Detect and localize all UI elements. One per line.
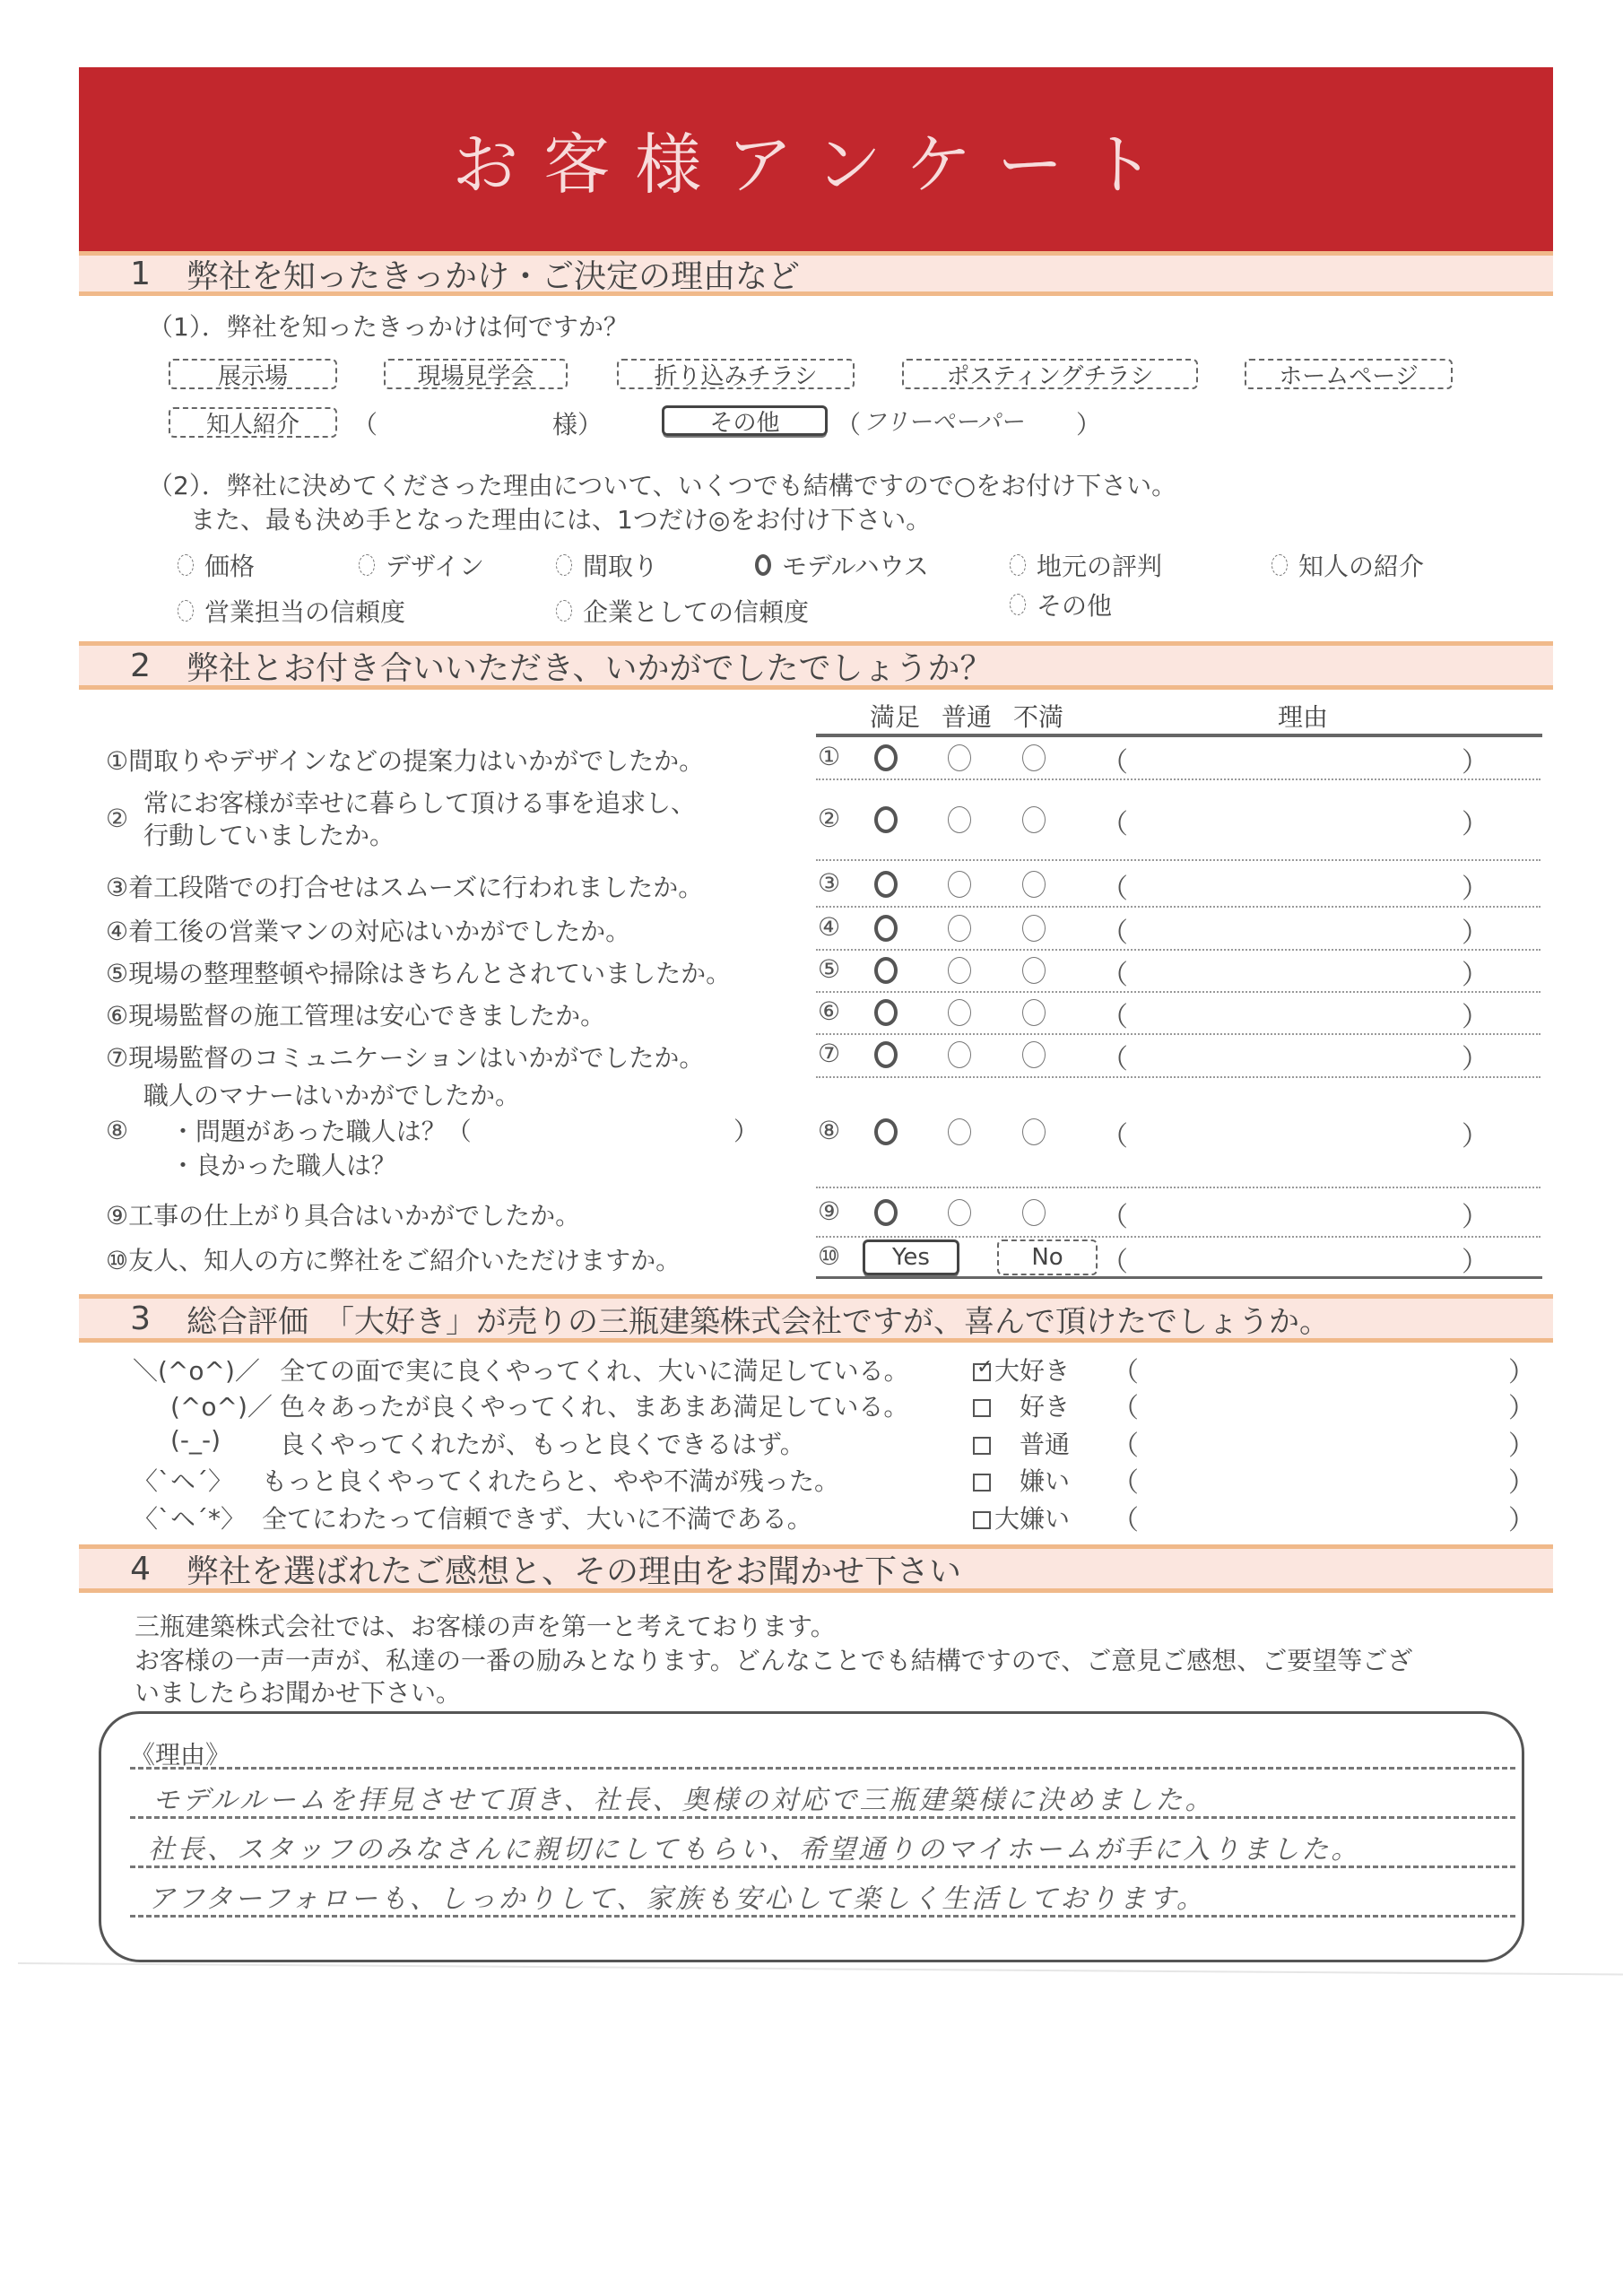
row-number: ⑤: [818, 954, 841, 984]
checkbox-icon: [973, 1474, 991, 1492]
reason-open-paren: （: [1101, 1247, 1128, 1278]
option-label: モデルハウス: [782, 552, 929, 581]
title-banner: [79, 67, 1553, 251]
option-label: ホームページ: [1279, 362, 1419, 390]
option-label: 知人紹介: [205, 411, 299, 439]
row-number: ②: [818, 804, 841, 833]
comment-close-paren: ）: [1508, 1357, 1535, 1388]
option-label: 知人の紹介: [1298, 552, 1425, 581]
satisfied-radio[interactable]: [874, 871, 898, 898]
face-emoticon: ＼(^o^)／: [133, 1356, 260, 1386]
intro-line-1: 三瓶建築株式会社では、お客様の声を第一と考えております。: [135, 1612, 836, 1641]
question-text: 着工段階での打合せはスムーズに行われましたか。: [128, 873, 704, 902]
row-divider: [816, 1033, 1541, 1035]
section-number: 3: [130, 1300, 151, 1337]
col-satisfied: 満足: [870, 702, 921, 732]
table-header-rule: [816, 734, 1542, 737]
question-row-text: [106, 868, 703, 904]
radio-icon: [556, 554, 572, 576]
face-emoticon: (-_-): [170, 1425, 221, 1455]
question-text: 間取りやデザインなどの提案力はいかがでしたか。: [128, 746, 705, 776]
col-reason: 理由: [1278, 702, 1329, 732]
reason-open-paren: （: [1101, 918, 1128, 949]
option-label: その他: [1037, 591, 1113, 621]
rating-label: 大好き: [994, 1356, 1071, 1386]
neutral-radio[interactable]: [948, 1118, 971, 1145]
section-number: 2: [130, 647, 151, 684]
question-text: 着工後の営業マンの対応はいかがでしたか。: [128, 917, 631, 946]
rating-option[interactable]: [973, 1393, 1070, 1423]
question-number: ③: [106, 873, 129, 902]
table-bottom-rule: [816, 1276, 1542, 1279]
reason-model-house[interactable]: [755, 547, 929, 583]
reason-close-paren: ）: [1462, 1121, 1488, 1152]
radio-icon: [1010, 594, 1026, 615]
row-divider: [816, 778, 1541, 780]
reason-open-paren: （: [1101, 809, 1128, 840]
question-text: 友人、知人の方に弊社をご紹介いただけますか。: [128, 1246, 681, 1275]
rating-label: 嫌い: [1020, 1466, 1071, 1496]
row-divider: [816, 906, 1541, 908]
q2-line2: また、最も決め手となった理由には、1つだけ◎をお付け下さい。: [190, 505, 932, 535]
reason-other[interactable]: [1010, 587, 1112, 622]
reason-open-paren: （: [1101, 960, 1128, 991]
reason-label: 《理由》: [130, 1740, 231, 1770]
rating-description: 全ての面で実に良くやってくれ、大いに満足している。: [280, 1356, 909, 1386]
reason-open-paren: （: [1101, 1044, 1128, 1075]
reason-input[interactable]: [1132, 996, 1454, 1029]
rating-label: 好き: [1020, 1392, 1071, 1422]
reason-price[interactable]: [178, 547, 255, 583]
section-number: 4: [130, 1550, 151, 1587]
section-heading: 総合評価 「大好き」が売りの三瓶建築株式会社ですが、喜んで頂けたでしょうか。: [187, 1303, 1330, 1340]
reason-close-paren: ）: [1462, 918, 1488, 949]
satisfied-radio[interactable]: [874, 1041, 898, 1068]
reason-input[interactable]: [1132, 954, 1454, 987]
q1-label: （1）．弊社を知ったきっかけは何ですか？: [148, 312, 629, 342]
section-heading: 弊社を知ったきっかけ・ご決定の理由など: [187, 257, 801, 295]
question-text: 常にお客様が幸せに暮らして頂ける事を追求し、: [143, 788, 697, 818]
option-label: ポスティングチラシ: [946, 362, 1154, 390]
writing-line: [130, 1767, 1515, 1770]
reason-close-paren: ）: [1462, 747, 1488, 778]
row-number: ⑧: [818, 1116, 841, 1145]
comment-input[interactable]: [1141, 1387, 1499, 1418]
reason-input[interactable]: [1132, 742, 1454, 774]
intro-line-3: いましたらお聞かせ下さい。: [135, 1678, 462, 1708]
rating-description: 全てにわたって信頼できず、大いに不満である。: [262, 1504, 812, 1534]
reason-open-paren: （: [1101, 874, 1128, 905]
option-label: 地元の評判: [1037, 552, 1163, 581]
radio-icon: [178, 600, 194, 622]
dissatisfied-radio[interactable]: [1022, 957, 1046, 984]
face-emoticon: 〈`ヘ´〉: [133, 1466, 234, 1496]
question-number: ⑧: [106, 1116, 129, 1145]
option-site-tour[interactable]: [384, 359, 568, 389]
neutral-radio[interactable]: [948, 915, 971, 942]
option-label: 価格: [204, 552, 256, 581]
question-row-text: [106, 1196, 580, 1232]
question-number: ⑩: [106, 1246, 129, 1275]
comment-input[interactable]: [1141, 1352, 1499, 1382]
option-exhibition[interactable]: [169, 359, 337, 389]
handwritten-line-2[interactable]: 社長、スタッフのみなさんに親切にしてもらい、希望通りのマイホームが手に入りました。: [148, 1834, 1361, 1866]
row-number: ⑥: [818, 996, 841, 1026]
option-homepage[interactable]: [1245, 359, 1453, 389]
row-divider: [816, 859, 1541, 861]
yes-option[interactable]: [863, 1239, 959, 1275]
checkbox-icon: [973, 1437, 991, 1455]
neutral-radio[interactable]: [948, 957, 971, 984]
dissatisfied-radio[interactable]: [1022, 871, 1046, 898]
row-divider: [816, 1076, 1541, 1078]
reason-close-paren: ）: [1462, 1202, 1488, 1233]
reason-input[interactable]: [1132, 1116, 1454, 1148]
rating-description: もっと良くやってくれたらと、やや不満が残った。: [262, 1466, 840, 1496]
reason-open-paren: （: [1101, 1202, 1128, 1233]
reason-input[interactable]: [1132, 912, 1454, 944]
dissatisfied-radio[interactable]: [1022, 999, 1046, 1026]
question-sub-1: ・問題があった職人は？（: [170, 1117, 472, 1146]
reason-input[interactable]: [1132, 1241, 1454, 1274]
reason-local-reputation[interactable]: [1010, 547, 1162, 583]
other-open-paren: （: [836, 410, 862, 439]
comment-close-paren: ）: [1508, 1467, 1535, 1499]
reason-input[interactable]: [1132, 868, 1454, 900]
rating-option[interactable]: [973, 1505, 1070, 1535]
reason-sales-trust[interactable]: [178, 593, 405, 629]
question-row-text: [106, 1039, 704, 1074]
section-heading: 弊社を選ばれたご感想と、その理由をお聞かせ下さい: [187, 1552, 962, 1590]
reason-close-paren: ）: [1462, 1044, 1488, 1075]
comment-open-paren: （: [1112, 1393, 1139, 1424]
rating-label: 大嫌い: [994, 1504, 1071, 1534]
section-2-header: [79, 641, 1553, 690]
reason-close-paren: ）: [1462, 960, 1488, 991]
section-1-header: [79, 251, 1553, 296]
option-label: その他: [709, 409, 780, 437]
section-number: 1: [130, 255, 151, 292]
row-divider: [816, 949, 1541, 951]
satisfied-radio[interactable]: [874, 744, 898, 771]
neutral-radio[interactable]: [948, 1199, 971, 1226]
reason-floorplan[interactable]: [556, 547, 658, 583]
comment-input[interactable]: [1141, 1425, 1499, 1456]
radio-icon: [556, 600, 572, 622]
intro-line-2: お客様の一声一声が、私達の一番の励みとなります。どんなことでも結構ですので、ご意見ご感想、ご要望等ござ: [135, 1646, 1413, 1675]
option-label: 間取り: [583, 552, 659, 581]
satisfied-radio[interactable]: [874, 1118, 898, 1145]
comment-open-paren: （: [1112, 1357, 1139, 1388]
question-row-text: [106, 742, 704, 778]
reason-close-paren: ）: [1462, 874, 1488, 905]
row-number: ⑩: [818, 1241, 841, 1271]
question-number: ⑦: [106, 1043, 129, 1073]
reason-input[interactable]: [1132, 804, 1454, 836]
page-title: お客様アンケート: [452, 126, 1180, 204]
option-label: 折り込みチラシ: [654, 362, 818, 390]
question-number: ⑤: [106, 959, 129, 988]
radio-icon: [1010, 554, 1026, 576]
rating-description: 色々あったが良くやってくれ、まあまあ満足している。: [280, 1392, 909, 1422]
comment-open-paren: （: [1112, 1467, 1139, 1499]
rating-option[interactable]: [973, 1357, 1070, 1387]
referral-sama: 様）: [552, 410, 603, 439]
row-number: ①: [818, 742, 841, 771]
comment-input[interactable]: [1141, 1500, 1499, 1530]
neutral-radio[interactable]: [948, 806, 971, 833]
reason-acquaintance[interactable]: [1271, 547, 1424, 583]
reason-input[interactable]: [1132, 1039, 1454, 1071]
reason-design[interactable]: [359, 547, 484, 583]
satisfied-radio[interactable]: [874, 999, 898, 1026]
reason-company-trust[interactable]: [556, 593, 809, 629]
reason-close-paren: ）: [1462, 1002, 1488, 1033]
row-number: ③: [818, 868, 841, 898]
question-text: 職人のマナーはいかがでしたか。: [143, 1081, 521, 1110]
comment-close-paren: ）: [1508, 1393, 1535, 1424]
option-label: 企業としての信頼度: [583, 597, 810, 627]
question-row-text: [106, 954, 731, 990]
question-text: 工事の仕上がり具合はいかがでしたか。: [128, 1201, 581, 1231]
dissatisfied-radio[interactable]: [1022, 1118, 1046, 1145]
satisfied-radio[interactable]: [874, 806, 898, 833]
neutral-radio[interactable]: [948, 744, 971, 771]
face-emoticon: (^o^)／: [170, 1392, 273, 1422]
face-emoticon: 〈`ヘ´*〉: [133, 1504, 247, 1534]
option-label: デザイン: [386, 552, 485, 581]
reason-input[interactable]: [1132, 1196, 1454, 1229]
neutral-radio[interactable]: [948, 999, 971, 1026]
handwritten-line-1[interactable]: モデルルームを拝見させて頂き、社長、奥様の対応で三瓶建築様に決めました。: [152, 1785, 1215, 1816]
checkbox-icon: [973, 1399, 991, 1417]
radio-icon: [359, 554, 375, 576]
option-label: No: [1031, 1244, 1063, 1271]
comment-close-paren: ）: [1508, 1431, 1535, 1462]
row-divider: [816, 1236, 1541, 1238]
reason-open-paren: （: [1101, 1121, 1128, 1152]
scan-edge: [18, 1962, 1623, 1975]
dissatisfied-radio[interactable]: [1022, 806, 1046, 833]
referral-open-paren: （: [352, 410, 378, 439]
col-dissatisfied: 不満: [1013, 702, 1064, 732]
q2-line1: （2）．弊社に決めてくださった理由について、いくつでも結構ですので○をお付け下さい。: [148, 471, 1177, 500]
rating-option[interactable]: [973, 1431, 1070, 1461]
option-posting-flyer[interactable]: [902, 359, 1198, 389]
question-row-text: [106, 1241, 681, 1277]
option-insert-flyer[interactable]: [617, 359, 855, 389]
satisfied-radio[interactable]: [874, 915, 898, 942]
option-label: 展示場: [217, 362, 288, 390]
section-heading: 弊社とお付き合いいただき、いかがでしたでしょうか？: [187, 649, 993, 687]
col-neutral: 普通: [942, 702, 993, 732]
radio-selected-icon: [755, 554, 771, 576]
dissatisfied-radio[interactable]: [1022, 1041, 1046, 1068]
row-divider: [816, 991, 1541, 993]
checked-box-icon: ✓: [973, 1363, 991, 1381]
radio-icon: [1271, 554, 1288, 576]
rating-label: 普通: [1020, 1430, 1071, 1459]
reason-open-paren: （: [1101, 747, 1128, 778]
neutral-radio[interactable]: [948, 871, 971, 898]
satisfied-radio[interactable]: [874, 1199, 898, 1226]
dissatisfied-radio[interactable]: [1022, 1199, 1046, 1226]
comment-open-paren: （: [1112, 1505, 1139, 1536]
no-option[interactable]: [997, 1239, 1098, 1275]
comment-close-paren: ）: [1508, 1505, 1535, 1536]
comment-open-paren: （: [1112, 1431, 1139, 1462]
section-4-header: [79, 1544, 1553, 1593]
row-number: ⑨: [818, 1196, 841, 1226]
option-label: 営業担当の信頼度: [204, 597, 406, 627]
question-sub-1-close: ）: [733, 1117, 759, 1146]
dissatisfied-radio[interactable]: [1022, 915, 1046, 942]
section-3-header: [79, 1294, 1553, 1343]
question-number: ②: [106, 804, 129, 833]
question-number: ④: [106, 917, 129, 946]
handwritten-line-3[interactable]: アフターフォローも、しっかりして、家族も安心して楽しく生活しております。: [148, 1883, 1206, 1915]
option-other[interactable]: [662, 405, 828, 436]
satisfied-radio[interactable]: [874, 957, 898, 984]
dissatisfied-radio[interactable]: [1022, 744, 1046, 771]
other-close-paren: ）: [1076, 410, 1102, 439]
checkbox-icon: [973, 1511, 991, 1529]
question-number: ⑨: [106, 1201, 129, 1231]
reason-close-paren: ）: [1462, 1247, 1488, 1278]
option-label: Yes: [892, 1244, 930, 1271]
rating-description: 良くやってくれたが、もっと良くできるはず。: [280, 1430, 805, 1459]
question-text: 現場の整理整頓や掃除はきちんとされていましたか。: [128, 959, 732, 988]
question-text: 現場監督の施工管理は安心できましたか。: [128, 1001, 606, 1031]
question-row-text: [106, 912, 630, 948]
question-sub-2: ・良かった職人は？: [170, 1151, 397, 1180]
neutral-radio[interactable]: [948, 1041, 971, 1068]
row-number: ④: [818, 912, 841, 942]
question-number: ⑥: [106, 1001, 129, 1031]
other-value[interactable]: フリーペーパー: [863, 409, 1024, 436]
option-label: 現場見学会: [417, 362, 534, 390]
question-text-2: 行動していましたか。: [143, 821, 395, 850]
rating-option[interactable]: [973, 1467, 1070, 1498]
question-text: 現場監督のコミュニケーションはいかがでしたか。: [128, 1043, 705, 1073]
row-number: ⑦: [818, 1039, 841, 1068]
reason-close-paren: ）: [1462, 809, 1488, 840]
reason-open-paren: （: [1101, 1002, 1128, 1033]
question-row-text: [106, 996, 605, 1032]
question-number: ①: [106, 746, 129, 776]
option-referral[interactable]: [169, 407, 337, 438]
comment-input[interactable]: [1141, 1462, 1499, 1492]
row-divider: [816, 1187, 1541, 1188]
radio-icon: [178, 554, 194, 576]
